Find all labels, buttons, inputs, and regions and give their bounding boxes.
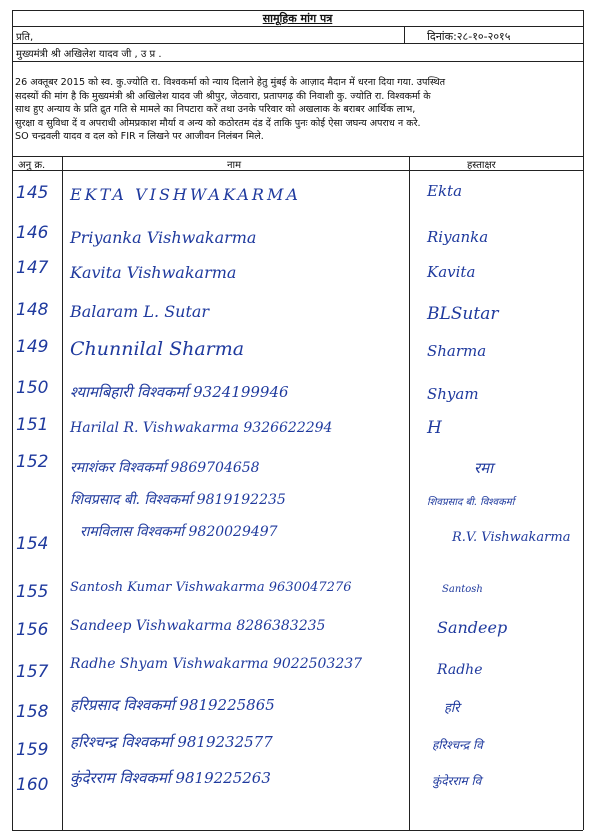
body-line-5: SO चन्द्रवली यादव व दल को FIR न लिखने पर आजीवन निलंबन मिले.	[15, 131, 264, 143]
row-name: Harilal R. Vishwakarma 9326622294	[70, 420, 333, 436]
row-serial: 154	[16, 534, 49, 554]
row-name: EKTA VISHWAKARMA	[70, 185, 301, 204]
row-signature: Kavita	[427, 263, 476, 281]
row-signature: H	[427, 418, 442, 438]
column-header-name: नाम	[227, 160, 242, 171]
document-title: सामूहिक मांग पत्र	[262, 12, 333, 25]
row-name: हरिश्चन्द्र विश्वकर्मा 9819232577	[70, 733, 273, 751]
row-signature: Sandeep	[437, 618, 508, 637]
row-signature: रमा	[474, 459, 493, 477]
column-header-serial: अनु क्र.	[18, 160, 46, 171]
body-line-3: साथ हुए अन्याय के प्रति द्रुत गति से मामले का निपटारा करें तथा उनके परिवार को अखलाक के बराबर आर्थिक लाभ,	[15, 104, 416, 116]
row-name: Santosh Kumar Vishwakarma 9630047276	[70, 580, 352, 595]
rule-body	[12, 156, 583, 157]
row-serial: 155	[16, 582, 49, 602]
rule-addressee	[12, 61, 583, 62]
row-serial: 152	[16, 452, 49, 472]
row-serial: 150	[16, 378, 49, 398]
row-serial: 158	[16, 702, 49, 722]
row-name: Radhe Shyam Vishwakarma 9022503237	[70, 656, 363, 672]
row-signature: हरिश्चन्द्र वि	[432, 738, 483, 752]
row-name: रमाशंकर विश्वकर्मा 9869704658	[70, 460, 260, 476]
row-name: Kavita Vishwakarma	[70, 263, 237, 282]
row-name: Chunnilal Sharma	[70, 338, 245, 360]
addressee: मुख्यमंत्री श्री अखिलेश यादव जी , उ प्र .	[16, 49, 162, 60]
row-serial: 149	[16, 337, 49, 357]
rule-bottom	[12, 830, 583, 831]
col-divider-serial	[62, 156, 63, 830]
row-serial: 145	[16, 183, 49, 203]
row-signature: Shyam	[427, 385, 479, 403]
body-line-4: सुरक्षा व सुविधा दें व अपराधी ओमप्रकाश मौर्या व अन्य को कठोरतम दंड दें ताकि पुनः कोई ऐसा जघन्य अपराध न करे.	[15, 117, 421, 129]
row-serial: 148	[16, 300, 49, 320]
row-serial: 157	[16, 662, 49, 682]
row-signature: Riyanka	[427, 228, 489, 246]
row-signature: Santosh	[442, 584, 483, 595]
row-serial: 156	[16, 620, 49, 640]
row-serial: 146	[16, 223, 49, 243]
row-signature: शिवप्रसाद बी. विश्वकर्मा	[427, 497, 515, 508]
row-name: शिवप्रसाद बी. विश्वकर्मा 9819192235	[70, 492, 286, 508]
row-name: कुंदेरराम विश्वकर्मा 9819225263	[70, 769, 271, 787]
row-signature: हरि	[444, 701, 460, 716]
prati-label: प्रति,	[16, 32, 34, 43]
row-name: श्यामबिहारी विश्वकर्मा 9324199946	[70, 383, 289, 401]
row-signature: R.V. Vishwakarma	[452, 530, 571, 545]
row-serial: 159	[16, 740, 49, 760]
rule-colhead	[12, 170, 583, 171]
row-name: Priyanka Vishwakarma	[70, 228, 257, 247]
row-serial: 160	[16, 775, 49, 795]
rule-title	[12, 26, 583, 27]
row-name: रामविलास विश्वकर्मा 9820029497	[80, 524, 278, 540]
row-serial: 147	[16, 258, 49, 278]
row-signature: Ekta	[427, 182, 463, 200]
row-name: हरिप्रसाद विश्वकर्मा 9819225865	[70, 696, 275, 714]
petition-sheet	[12, 10, 583, 830]
petition-body	[15, 76, 580, 144]
row-serial: 151	[16, 415, 49, 435]
body-line-1: 26 अक्तूबर 2015 को स्व. कु.ज्योति रा. विश्वकर्मा को न्याय दिलाने हेतु मुंबई के आज़ाद मैदान में धरना दिया गया. उपस्थित	[15, 77, 446, 88]
date-divider	[404, 26, 405, 43]
row-signature: Sharma	[427, 342, 487, 360]
body-line-2: सदस्यों की मांग है कि मुख्यमंत्री श्री अखिलेश यादव जी श्रीपुर, जेठवारा, प्रतापगढ़ की निवाशी कु. ज्योति रा. विश्वकर्मा के	[15, 90, 431, 102]
row-signature: BLSutar	[427, 304, 499, 324]
row-name: Sandeep Vishwakarma 8286383235	[70, 618, 326, 634]
row-signature: कुंदेरराम वि	[432, 774, 482, 788]
column-header-signature: हस्ताक्षर	[467, 160, 496, 171]
border-left	[12, 10, 13, 830]
border-right	[583, 10, 584, 830]
row-name: Balaram L. Sutar	[70, 302, 210, 321]
row-signature: Radhe	[437, 662, 483, 678]
col-divider-name	[409, 156, 410, 830]
date-label: दिनांक:२८-१०-२०१५	[427, 30, 511, 43]
